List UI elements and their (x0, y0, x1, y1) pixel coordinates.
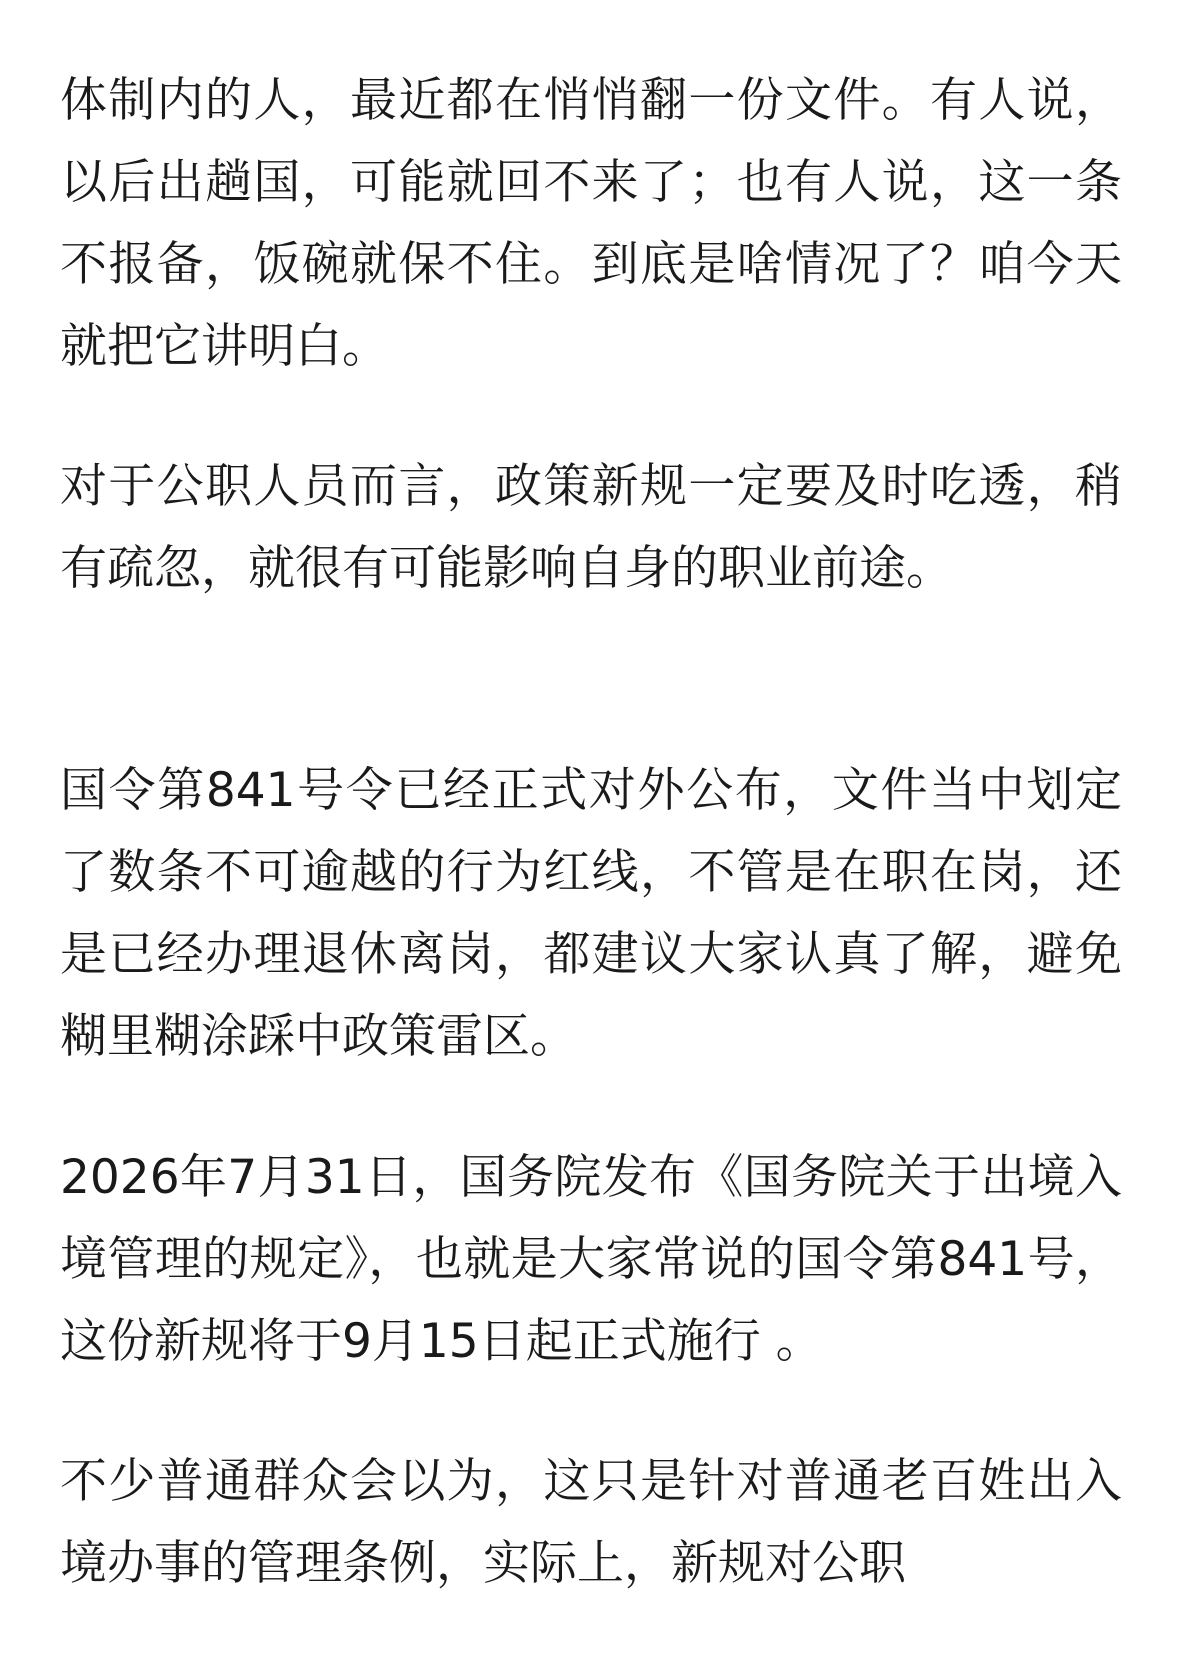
paragraph-4: 2026年7月31日，国务院发布《国务院关于出境入境管理的规定》，也就是大家常说的国令第841号，这份新规将于9月15日起正式施行 。 (60, 1150, 1122, 1369)
paragraph-1: 体制内的人，最近都在悄悄翻一份文件。有人说，以后出趟国，可能就回不来了；也有人说，这一条不报备，饭碗就保不住。到底是啥情况了？咱今天就把它讲明白。 (60, 73, 1122, 374)
paragraph-5: 不少普通群众会以为，这只是针对普通老百姓出入境办事的管理条例，实际上，新规对公职 (60, 1454, 1122, 1591)
paragraph-3: 国令第841号令已经正式对外公布，文件当中划定了数条不可逾越的行为红线，不管是在职在岗，还是已经办理退休离岗，都建议大家认真了解，避免糊里糊涂踩中政策雷区。 (60, 763, 1122, 1064)
paragraph-2: 对于公职人员而言，政策新规一定要及时吃透，稍有疏忽，就很有可能影响自身的职业前途。 (60, 459, 1122, 596)
